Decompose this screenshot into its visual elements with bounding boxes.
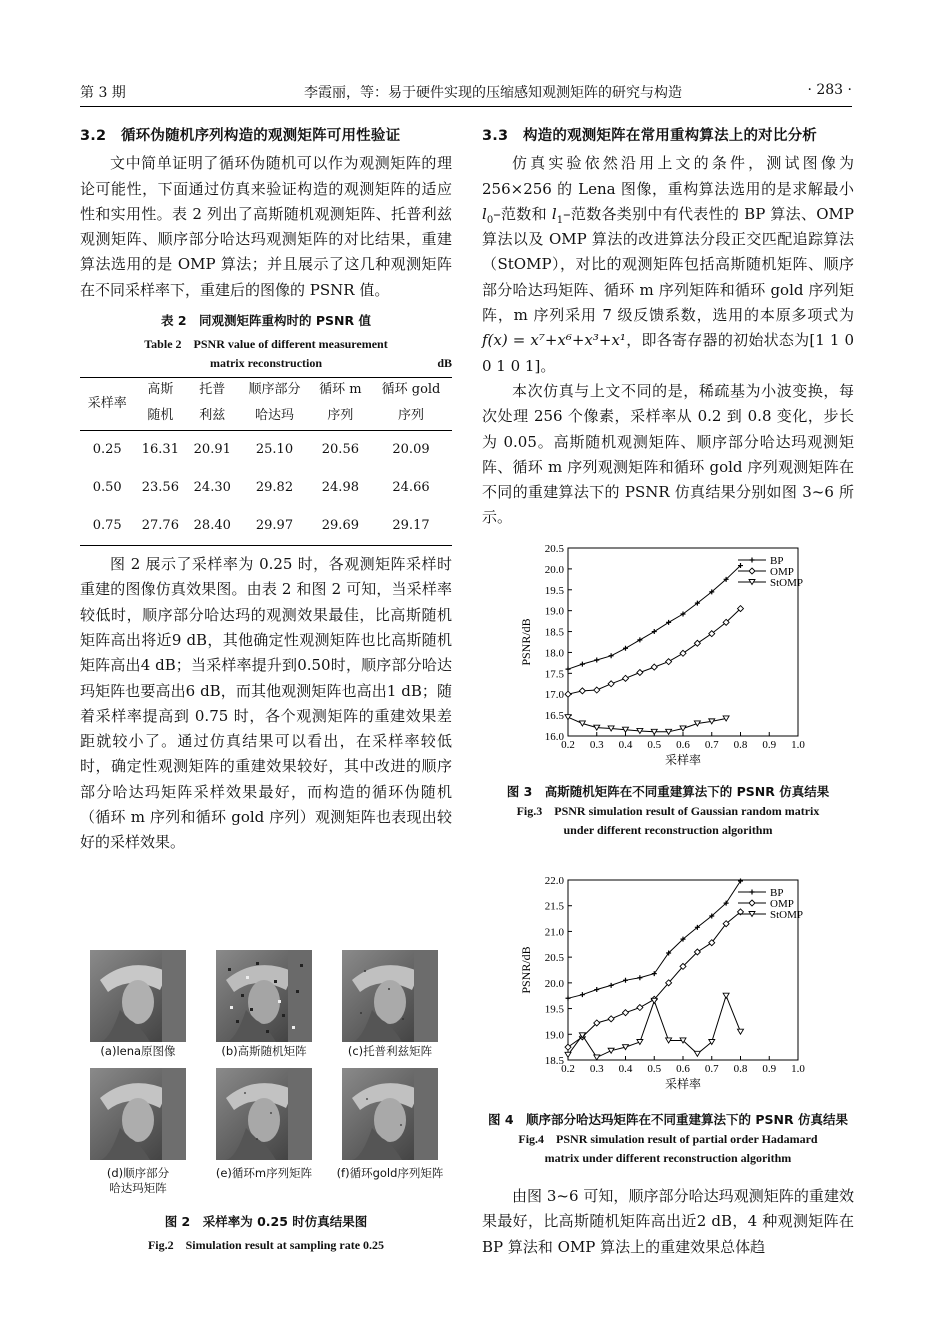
data-point-stomp	[565, 1052, 571, 1057]
data-point-stomp	[694, 1051, 700, 1056]
table-header-cell: 序列	[370, 402, 452, 431]
paragraph: 图 2 展示了采样率为 0.25 时，各观测矩阵采样时重建的图像仿真效果图。由表 2 和图 2 可知，当采样率较低时，顺序部分哈达玛的观测效果最佳，比高斯随机矩阵高出将近9 dB，其他确定性观测矩阵也比高斯随机矩阵高出4 dB；当采样率提升到0.50时，顺序部分哈达玛矩阵也要高出6 dB，而其他观测矩阵也高出1 dB；随着采样率提高到 0.75 时，各个观测矩阵的重建效果差距就较小了。通过仿真结果可以看出，在采样率较低时，确定性观测矩阵的重建效果较好，其中改进的顺序部分哈达玛矩阵采样效果最好，而构造的循环伪随机（循环 m 序列和循环 gold 序列）观测矩阵也表现出较好的采样效果。	[80, 555, 452, 852]
data-point-stomp	[579, 721, 585, 726]
table-caption-en-2	[80, 354, 452, 373]
data-point-stomp	[738, 1029, 744, 1034]
data-point-omp	[637, 669, 643, 675]
legend-label: StOMP	[770, 577, 804, 589]
text-run: –范数和	[493, 204, 552, 223]
l1-subscript: 1	[556, 214, 564, 226]
cyclic-m-reconstruction-image	[216, 1068, 312, 1160]
section-heading-3-2: 3.2 循环伪随机序列构造的观测矩阵可用性验证	[80, 128, 401, 144]
data-point-bp	[623, 978, 628, 983]
y-tick-label: 16.0	[544, 731, 564, 743]
table-header-cell: 哈达玛	[238, 402, 311, 431]
table-header-cell: 利兹	[186, 402, 238, 431]
x-tick-label: 0.6	[676, 1063, 690, 1075]
data-point-bp	[623, 646, 628, 651]
x-tick-label: 0.8	[733, 1063, 748, 1075]
data-point-bp	[566, 996, 571, 1001]
x-tick-label: 0.2	[561, 1063, 575, 1075]
legend-marker	[750, 890, 755, 895]
x-tick-label: 1.0	[791, 739, 805, 751]
y-tick-label: 21.5	[544, 900, 564, 913]
y-tick-label: 21.0	[544, 926, 564, 939]
x-tick-label: 0.6	[676, 739, 690, 751]
text-run: ，即各寄存器的初始状态为[1 1 0 0 1 0 1]。	[482, 331, 854, 375]
toeplitz-reconstruction-image	[342, 950, 438, 1042]
y-tick-label: 19.5	[544, 1003, 564, 1016]
legend-label: BP	[770, 555, 784, 567]
data-point-omp	[608, 681, 614, 687]
y-tick-label: 18.0	[544, 647, 564, 660]
x-tick-label: 0.9	[762, 739, 777, 751]
l0-subscript: 0	[486, 214, 494, 226]
table-cell: 27.76	[134, 507, 186, 546]
figure-label-b: (b)高斯随机矩阵	[221, 1044, 307, 1058]
x-tick-label: 0.2	[561, 739, 575, 751]
x-tick-label: 0.4	[618, 739, 633, 751]
table-header-cell: 高斯	[134, 378, 186, 403]
table-cell: 29.17	[370, 507, 452, 546]
figure-caption-cn: 图 2 采样率为 0.25 时仿真结果图	[164, 1214, 368, 1229]
figure-4-chart	[482, 872, 854, 1096]
figure-4-caption-en-1: Fig.4 PSNR simulation result of partial order Hadamard	[518, 1132, 818, 1146]
data-point-omp	[608, 1016, 614, 1022]
table-cell: 23.56	[141, 480, 179, 496]
series-line-stomp	[568, 996, 741, 1058]
data-point-stomp	[637, 1040, 643, 1045]
figure-3-caption-cn: 图 3 高斯随机矩阵在不同重建算法下的 PSNR 仿真结果	[506, 784, 830, 799]
header-rule	[80, 106, 852, 107]
table-header-cell: 采样率	[80, 378, 134, 431]
x-tick-label: 0.5	[647, 739, 662, 751]
table-cell: 29.69	[311, 507, 370, 546]
psnr-table	[80, 377, 452, 546]
y-tick-label: 18.5	[544, 1055, 564, 1067]
right-column-end	[482, 1184, 854, 1260]
data-point-bp	[594, 987, 599, 992]
data-point-bp	[580, 662, 585, 667]
x-tick-label: 0.9	[762, 1063, 777, 1075]
data-point-omp	[623, 1010, 629, 1016]
y-tick-label: 19.5	[544, 584, 564, 597]
table-row	[80, 469, 452, 507]
table-cell: 24.30	[193, 480, 231, 496]
l1-symbol: l	[551, 204, 557, 223]
legend-marker	[749, 568, 755, 574]
legend-label: BP	[770, 887, 784, 899]
figure-label-a: (a)lena原图像	[100, 1044, 176, 1058]
y-tick-label: 16.5	[544, 710, 564, 723]
y-tick-label: 20.0	[544, 563, 564, 576]
figure-3-caption-en-1: Fig.3 PSNR simulation result of Gaussian random matrix	[516, 804, 820, 818]
data-point-omp	[651, 664, 657, 670]
data-point-omp	[680, 650, 686, 656]
figure-3-caption-en-2: under different reconstruction algorithm	[563, 823, 773, 837]
table-unit: dB	[437, 356, 452, 371]
data-point-stomp	[594, 1055, 600, 1060]
table-cell: 0.50	[92, 480, 122, 496]
y-tick-label: 17.0	[544, 689, 564, 702]
table-cell: 25.10	[255, 442, 294, 458]
table-cell: 0.25	[92, 442, 122, 458]
section-heading-3-3: 3.3 构造的观测矩阵在常用重构算法上的对比分析	[482, 128, 817, 144]
series-line-stomp	[568, 717, 726, 732]
x-tick-label: 0.7	[704, 739, 719, 751]
data-point-bp	[666, 620, 671, 625]
data-point-omp	[623, 675, 629, 681]
data-point-bp	[566, 667, 571, 672]
legend-label: OMP	[770, 566, 794, 578]
figure-4-caption-en-2: matrix under different reconstruction algorithm	[544, 1151, 792, 1165]
figure-caption-en: Fig.2 Simulation result at sampling rate 0.25	[147, 1238, 385, 1252]
table-cell: 20.09	[392, 442, 430, 458]
figure-label-c: (c)托普利兹矩阵	[347, 1044, 433, 1058]
cyclic-gold-reconstruction-image	[342, 1068, 438, 1160]
figure-label-e: (e)循环m序列矩阵	[215, 1166, 313, 1180]
plot-frame	[568, 548, 798, 736]
paragraph	[482, 151, 854, 379]
table-cell: 16.31	[141, 442, 179, 458]
y-tick-label: 20.5	[544, 952, 564, 965]
x-tick-label: 0.7	[704, 1063, 719, 1075]
legend-label: OMP	[770, 898, 794, 910]
text-run: –范数各类别中有代表性的 BP 算法、OMP 算法以及 OMP 算法的改进算法分段正交匹配追踪算法（StOMP），对比的观测矩阵包括高斯随机矩阵、顺序部分哈达玛矩阵、循环 m 序列矩阵和循环 gold 序列矩阵，m 序列采用 7 级反馈系数，选用的本原多项式为	[482, 204, 854, 325]
table-header-cell: 顺序部分	[238, 378, 311, 403]
table-caption-cn: 表 2 同观测矩阵重构时的 PSNR 值	[160, 313, 371, 329]
table-cell: 0.75	[80, 507, 134, 546]
paragraph: 本次仿真与上文不同的是，稀疏基为小波变换，每次处理 256 个像素，采样率从 0.2 到 0.8 变化，步长为 0.05。高斯随机观测矩阵、顺序部分哈达玛观测矩阵、循环 m 序列观测矩阵和循环 gold 序列观测矩阵在不同的重建算法下的 PSNR 仿真结果分别如图 3~6 所示。	[482, 381, 854, 527]
x-tick-label: 0.4	[618, 1063, 633, 1075]
legend-marker	[750, 558, 755, 563]
data-point-bp	[609, 983, 614, 988]
data-point-bp	[637, 975, 642, 980]
figure-3-chart	[482, 540, 854, 772]
figure-2	[80, 942, 452, 1204]
lena-original-image	[90, 950, 186, 1042]
data-point-omp	[579, 688, 585, 694]
data-point-omp	[666, 659, 672, 665]
data-point-omp	[594, 687, 600, 693]
y-tick-label: 18.5	[544, 626, 564, 639]
table-caption-en-text: matrix reconstruction	[209, 356, 323, 371]
table-cell: 20.56	[321, 442, 359, 458]
figure-2-caption	[80, 1212, 452, 1255]
legend-label: StOMP	[770, 909, 804, 921]
data-point-bp	[594, 657, 599, 662]
table-2	[80, 311, 452, 546]
running-header	[80, 82, 852, 104]
text-run: 仿真实验依然沿用上文的条件，测试图像为 256×256 的 Lena 图像，重构算法选用的是求解最小	[482, 154, 854, 198]
figure-4	[482, 872, 854, 1168]
x-axis-label: 采样率	[664, 1077, 702, 1091]
y-tick-label: 19.0	[544, 1029, 564, 1042]
table-row	[80, 507, 452, 546]
y-axis-label: PSNR/dB	[519, 946, 533, 994]
l0-symbol: l	[482, 204, 487, 223]
figure-4-caption-cn: 图 4 顺序部分哈达玛矩阵在不同重建算法下的 PSNR 仿真结果	[487, 1112, 848, 1127]
table-cell: 24.66	[392, 480, 430, 496]
y-tick-label: 22.0	[544, 875, 564, 887]
polynomial: f(x) = x⁷+x⁶+x³+x¹	[482, 331, 626, 350]
issue-label: 第 3 期	[80, 85, 126, 101]
figure-label-f: (f)循环gold序列矩阵	[336, 1166, 444, 1180]
data-point-omp	[565, 691, 571, 697]
table-cell: 20.91	[193, 442, 231, 458]
series-line-bp	[568, 566, 741, 670]
data-point-bp	[637, 637, 642, 642]
right-column	[482, 124, 854, 531]
table-cell: 24.98	[321, 480, 359, 496]
y-axis-label: PSNR/dB	[519, 618, 533, 666]
y-tick-label: 20.0	[544, 977, 564, 990]
hadamard-reconstruction-image	[90, 1068, 186, 1160]
table-header-cell: 随机	[134, 402, 186, 431]
data-point-bp	[580, 992, 585, 997]
header-title: 李霞丽，等：易于硬件实现的压缩感知观测矩阵的研究与构造	[304, 85, 682, 101]
table-header-cell: 循环 m	[311, 378, 370, 403]
y-tick-label: 20.5	[544, 543, 564, 555]
table-header-cell: 托普	[186, 378, 238, 403]
table-header-cell: 循环 gold	[370, 378, 452, 403]
paragraph: 文中简单证明了循环伪随机可以作为观测矩阵的理论可能性，下面通过仿真来验证构造的观测矩阵的适应性和实用性。表 2 列出了高斯随机观测矩阵、托普利兹观测矩阵、顺序部分哈达玛观测矩阵的对比结果，重建算法选用的是 OMP 算法；并且展示了这几种观测矩阵在不同采样率下，重建后的图像的 PSNR 值。	[80, 154, 452, 299]
y-tick-label: 17.5	[544, 668, 564, 681]
data-point-bp	[652, 629, 657, 634]
data-point-stomp	[565, 715, 571, 720]
data-point-stomp	[723, 993, 729, 998]
table-cell: 29.82	[255, 480, 294, 496]
table-row	[80, 431, 452, 470]
series-line-omp	[568, 912, 741, 1047]
gaussian-reconstruction-image	[216, 950, 312, 1042]
page-number: · 283 ·	[807, 82, 852, 98]
x-tick-label: 1.0	[791, 1063, 805, 1075]
x-tick-label: 0.8	[733, 739, 748, 751]
data-point-stomp	[608, 1048, 614, 1053]
paragraph: 由图 3~6 可知，顺序部分哈达玛观测矩阵的重建效果最好，比高斯随机矩阵高出近2 dB，4 种观测矩阵在 BP 算法和 OMP 算法上的重建效果总体趋	[482, 1187, 854, 1256]
table-cell: 29.97	[238, 507, 311, 546]
legend-marker	[749, 900, 755, 906]
table-caption-en-1: Table 2 PSNR value of different measurement	[144, 337, 388, 352]
figure-label-d: (d)顺序部分 哈达玛矩阵	[106, 1166, 170, 1195]
x-tick-label: 0.5	[647, 1063, 662, 1075]
x-tick-label: 0.3	[589, 1063, 604, 1075]
data-point-bp	[609, 653, 614, 658]
figure-3	[482, 540, 854, 840]
y-tick-label: 19.0	[544, 605, 564, 618]
left-column	[80, 124, 452, 856]
table-header-cell: 序列	[311, 402, 370, 431]
x-tick-label: 0.3	[589, 739, 604, 751]
data-point-omp	[637, 1005, 643, 1011]
series-line-omp	[568, 609, 741, 695]
table-cell: 28.40	[186, 507, 238, 546]
x-axis-label: 采样率	[664, 753, 702, 767]
